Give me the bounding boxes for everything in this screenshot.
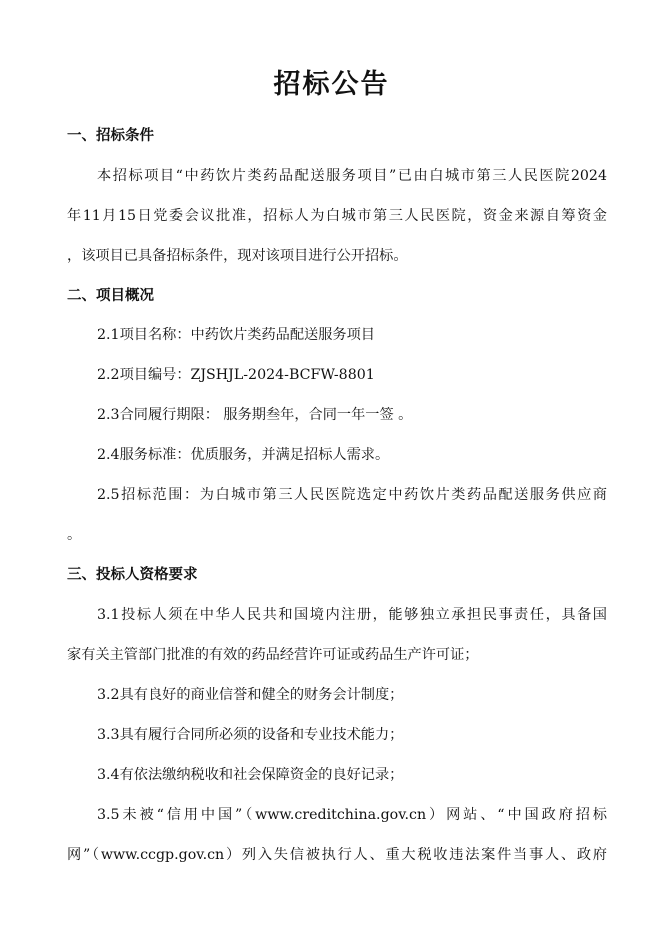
- section-heading: 一、招标条件: [67, 127, 154, 144]
- paragraph-line: 家有关主管部门批准的有效的药品经营许可证或药品生产许可证；: [67, 647, 479, 663]
- paragraph-line: ，该项目已具备招标条件，现对该项目进行公开招标。: [67, 248, 408, 264]
- paragraph-line: 3.4有依法缴纳税收和社会保障资金的良好记录；: [97, 767, 404, 783]
- paragraph-line: 3.2具有良好的商业信誉和健全的财务会计制度；: [97, 687, 404, 703]
- document-title: 招标公告: [273, 69, 390, 100]
- paragraph-line: 2.3合同履行期限： 服务期叁年，合同一年一签 。: [97, 407, 413, 423]
- paragraph-line: 2.4服务标准：优质服务，并满足招标人需求。: [97, 447, 390, 463]
- paragraph-line: 网”（www.ccgp.gov.cn）列入失信被执行人、重大税收违法案件当事人、政府: [67, 847, 607, 863]
- paragraph-line: 3.1投标人须在中华人民共和国境内注册，能够独立承担民事责任，具备国: [97, 607, 607, 623]
- section-heading: 二、项目概况: [67, 287, 154, 304]
- paragraph-line: 2.1项目名称：中药饮片类药品配送服务项目: [97, 327, 375, 343]
- paragraph-line: 。: [67, 527, 82, 543]
- paragraph-line: 2.2项目编号：ZJSHJL-2024-BCFW-8801: [97, 367, 375, 383]
- paragraph-line: 本招标项目“中药饮片类药品配送服务项目”已由白城市第三人民医院2024: [97, 168, 607, 184]
- paragraph-line: 3.3具有履行合同所必须的设备和专业技术能力；: [97, 727, 404, 743]
- section-heading: 三、投标人资格要求: [67, 566, 198, 583]
- paragraph-line: 2.5招标范围：为白城市第三人民医院选定中药饮片类药品配送服务供应商: [97, 487, 607, 503]
- paragraph-line: 年11月15日党委会议批准，招标人为白城市第三人民医院，资金来源自筹资金: [67, 208, 607, 224]
- paragraph-line: 3.5未被“信用中国”（www.creditchina.gov.cn）网站、“中国政府招标: [97, 807, 607, 823]
